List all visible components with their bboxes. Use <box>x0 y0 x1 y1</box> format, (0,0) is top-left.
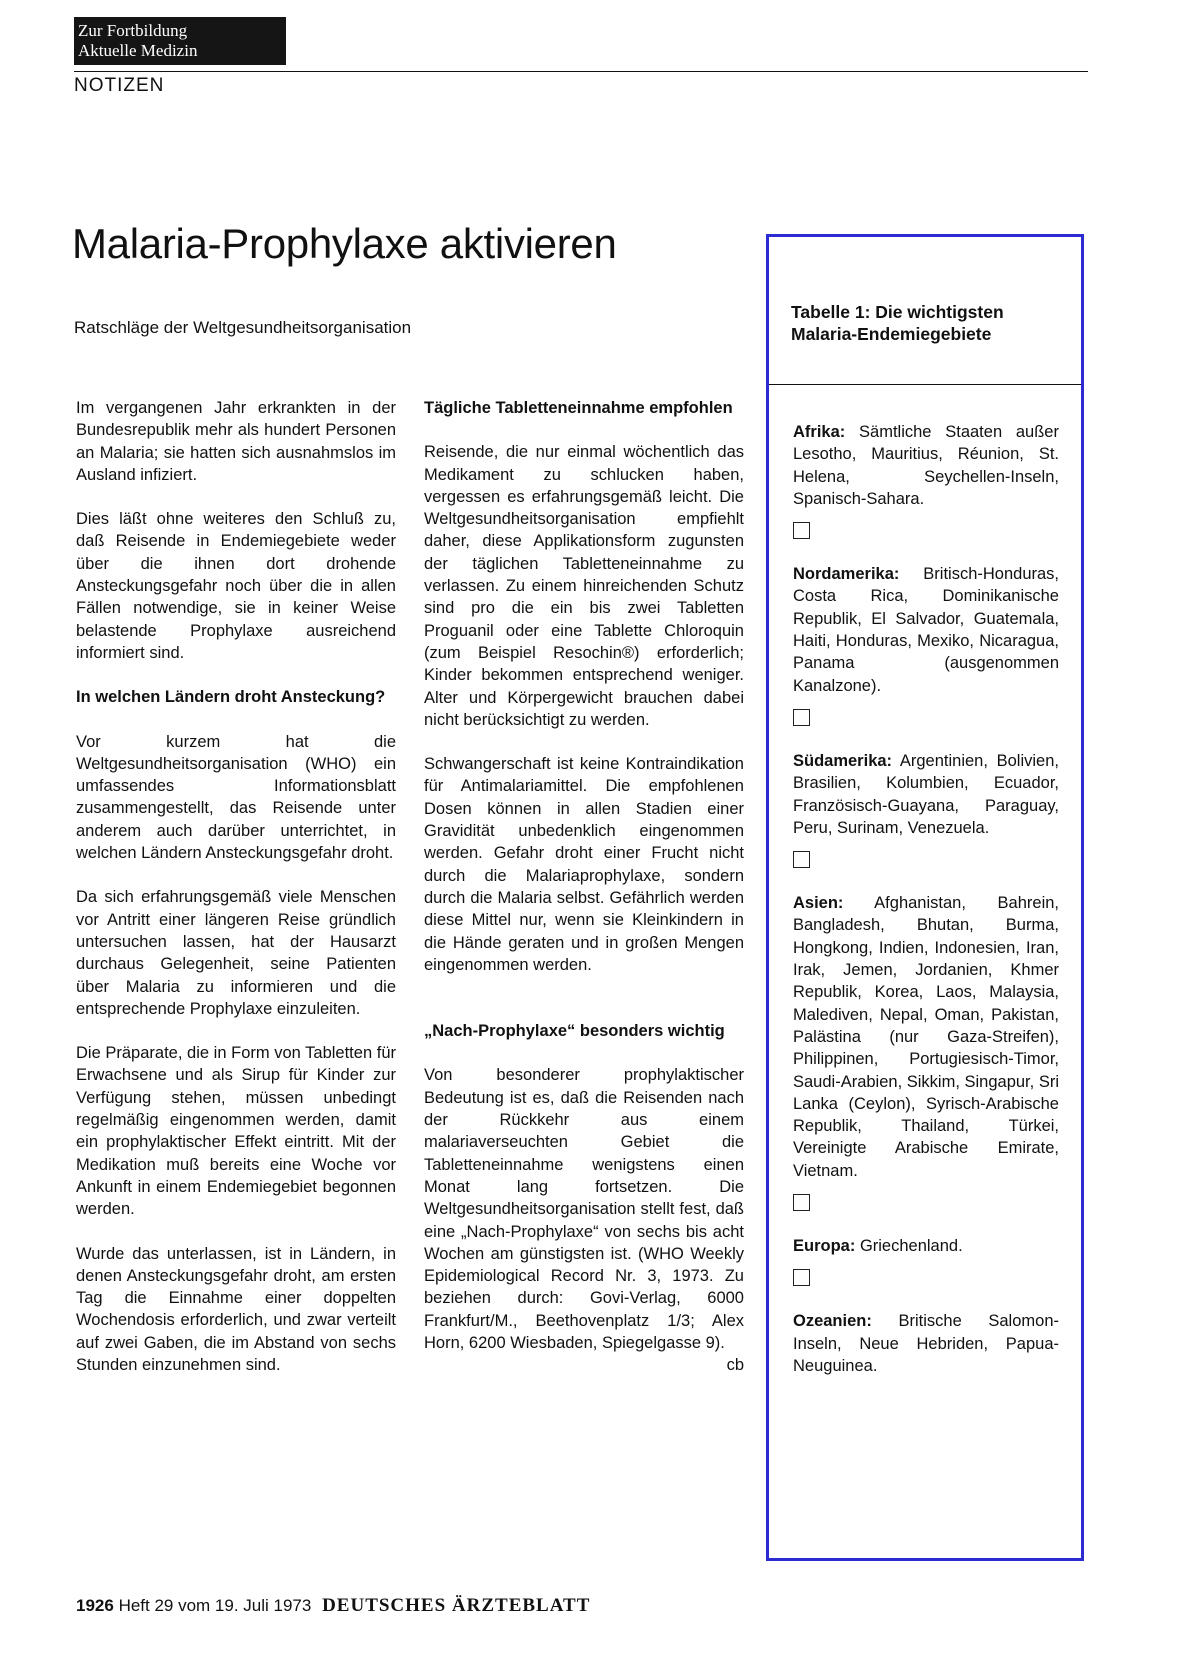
square-marker-icon <box>793 1194 810 1211</box>
section-badge <box>74 17 286 65</box>
region-countries: Britisch-Honduras, Costa Rica, Dominikanische Republik, El Salvador, Guatemala, Haiti, Honduras, Mexiko, Nicaragua, Panama (ausgenommen Kanalzone). <box>793 565 1059 695</box>
column-1 <box>76 397 396 1398</box>
region-entry <box>793 750 1059 839</box>
table-title-line-1: Tabelle 1: Die wichtigsten <box>791 302 1004 322</box>
table-body <box>793 421 1059 1377</box>
region-name: Asien: <box>793 894 844 913</box>
table-title <box>791 301 1071 345</box>
section-heading: „Nach-Prophylaxe“ besonders wichtig <box>424 1022 725 1041</box>
region-entry <box>793 1310 1059 1377</box>
issue-info: Heft 29 vom 19. Juli 1973 <box>118 1596 312 1615</box>
region-countries: Afghanistan, Bahrein, Bangladesh, Bhutan, Burma, Hongkong, Indien, Indonesien, Iran, Irak, Jemen, Jordanien, Khmer Republik, Korea, Laos, Malaysia, Malediven, Nepal, Oman, Pakistan, Palästina (nur Gaza-Streifen), Philippinen, Portugiesisch-Timor, Saudi-Arabien, Sikkim, Singapur, Sri Lanka (Ceylon), Syrisch-Arabische Republik, Thailand, Türkei, Vereinigte Arabische Emirate, Vietnam. <box>793 894 1059 1180</box>
paragraph: Dies läßt ohne weiteres den Schluß zu, daß Reisende in Endemiegebiete weder über die ihnen dort drohende Ansteckungsgefahr noch über die in allen Fällen notwendige, sie in keiner Weise belastende Prophylaxe ausreichend informiert sind. <box>76 510 396 662</box>
square-marker-icon <box>793 709 810 726</box>
region-name: Ozeanien: <box>793 1312 872 1331</box>
badge-line-1: Zur Fortbildung <box>78 21 188 40</box>
paragraph: Reisende, die nur einmal wöchentlich das Medikament zu schlucken haben, vergessen es erfahrungsgemäß leicht. Die Weltgesundheitsorganisation empfiehlt daher, diese Applikationsform zugunsten der täglichen Tabletteneinnahme zu verlassen. Zu einem hinreichenden Schutz sind pro die ein bis zwei Tabletten Proguanil oder eine Tablette Chloroquin (zum Beispiel Resochin®) erforderlich; Kinder bekommen entsprechend weniger. Alter und Körpergewicht brauchen dabei nicht berücksichtigt zu werden. <box>424 443 744 729</box>
table-title-line-2: Malaria-Endemiegebiete <box>791 324 992 344</box>
region-name: Südamerika: <box>793 751 893 770</box>
square-marker-icon <box>793 522 810 539</box>
author-signature: cb <box>726 1356 744 1375</box>
article-title: Malaria-Prophylaxe aktivieren <box>72 220 617 267</box>
header-rule <box>74 71 1088 72</box>
article-subtitle: Ratschläge der Weltgesundheitsorganisation <box>74 318 412 337</box>
table-box <box>766 234 1084 1561</box>
square-marker-icon <box>793 851 810 868</box>
section-heading: In welchen Ländern droht Ansteckung? <box>76 688 386 707</box>
region-countries: Argentinien, Bolivien, Brasilien, Kolumbien, Ecuador, Französisch-Guayana, Paraguay, Peru, Surinam, Venezuela. <box>793 751 1059 837</box>
paragraph: Die Präparate, die in Form von Tabletten für Erwachsene und als Sirup für Kinder zur Verfügung stehen, müssen unbedingt regelmäßig eingenommen werden, damit ein prophylaktischer Effekt eintritt. Mit der Medikation muß bereits eine Woche vor Ankunft in einem Endemiegebiet begonnen werden. <box>76 1044 396 1219</box>
paragraph: Im vergangenen Jahr erkrankten in der Bundesrepublik mehr als hundert Personen an Malaria; sie hatten sich ausnahmslos im Ausland infiziert. <box>76 399 396 484</box>
square-marker-icon <box>793 1269 810 1286</box>
region-entry <box>793 1235 1059 1257</box>
region-countries: Britische Salomon-Inseln, Neue Hebriden, Papua-Neuguinea. <box>793 1312 1059 1375</box>
section-heading: Tägliche Tabletteneinnahme empfohlen <box>424 399 733 417</box>
journal-name: DEUTSCHES ÄRZTEBLATT <box>322 1595 591 1616</box>
badge-line-2: Aktuelle Medizin <box>78 41 198 60</box>
section-label: NOTIZEN <box>74 75 165 96</box>
paragraph: Da sich erfahrungsgemäß viele Menschen vor Antritt einer längeren Reise gründlich untersuchen lassen, hat der Hausarzt durchaus Gelegenheit, seine Patienten über Malaria zu informieren und die entsprechende Prophylaxe einzuleiten. <box>76 888 396 1018</box>
paragraph: Von besonderer prophylaktischer Bedeutung ist es, daß die Reisenden nach der Rückkehr aus einem malariaverseuchten Gebiet die Tabletteneinnahme wenigstens einen Monat lang fortsetzen. Die Weltgesundheitsorganisation stellt fest, daß eine „Nach-Prophylaxe“ von sechs bis acht Wochen am günstigsten ist. (WHO Weekly Epidemiological Record Nr. 3, 1973. Zu beziehen durch: Govi-Verlag, 6000 Frankfurt/M., Beethovenplatz 1/3; Alex Horn, 6200 Wiesbaden, Spiegelgasse 9). <box>424 1066 744 1352</box>
region-countries: Sämtliche Staaten außer Lesotho, Mauritius, Réunion, St. Helena, Seychellen-Inseln, Spanisch-Sahara. <box>793 423 1059 508</box>
region-name: Afrika: <box>793 423 846 441</box>
region-name: Nordamerika: <box>793 565 900 584</box>
region-entry <box>793 563 1059 697</box>
paragraph: Wurde das unterlassen, ist in Ländern, in denen Ansteckungsgefahr droht, am ersten Tag die Einnahme einer doppelten Wochendosis erforderlich, und zwar verteilt auf zwei Gaben, die im Abstand von sechs Stunden einzunehmen sind. <box>76 1244 396 1374</box>
region-countries: Griechenland. <box>859 1237 963 1256</box>
page-number: 1926 <box>76 1596 114 1615</box>
region-entry <box>793 421 1059 510</box>
region-entry <box>793 892 1059 1182</box>
paragraph: Vor kurzem hat die Weltgesundheitsorganisation (WHO) ein umfassendes Informationsblatt zusammengestellt, das Reisende unter anderem auch darüber unterrichtet, in welchen Ländern Ansteckungsgefahr droht. <box>76 732 396 863</box>
paragraph: Schwangerschaft ist keine Kontraindikation für Antimalariamittel. Die empfohlenen Dosen können in allen Stadien einer Gravidität unbedenklich eingenommen werden. Gefahr droht einer Frucht nicht durch die Malariaprophylaxe, sondern durch die Malaria selbst. Gefährlich werden diese Mittel nur, wenn sie Kleinkindern in die Hände geraten und in großen Mengen eingenommen werden. <box>424 755 744 974</box>
page-footer <box>76 1595 590 1617</box>
table-rule <box>769 384 1081 385</box>
region-name: Europa: <box>793 1237 856 1256</box>
column-2 <box>424 397 744 1377</box>
